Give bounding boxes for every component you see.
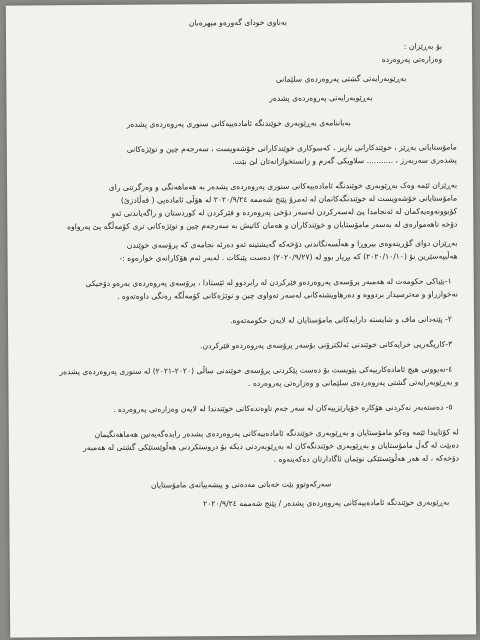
closing-line-1: لە کۆتاییدا ئێمە وەکو مامۆستایان و بەڕێوبەرى خوێندنگە ئامادەییەکانى پەروەردەى پشدەر رایدەگەیەنین هەماهەنگیمان: [94, 427, 459, 440]
demand-line-1: بەڕێزان دواى گۆڕینەوەى بیروڕا و هەڵسەنگاندنى دۆخەکە گەیشتینە ئەو دەرئە نجامەى کە پرۆسەى خوێندن: [126, 238, 458, 250]
point-1-line-1: ١-بێباکى حکومەت لە هەمبەر پرۆسەى پەروەردەو فێرکردن لە رابردوو لە ئێستادا ، پرۆسەى پەروەردەى بەرەو دۆخیکی: [85, 276, 452, 289]
greeting-line-2: پشدەرى سەربەرز ، ........... سلاویکى گەرم و زانستخوازانەتان لێ بێت.: [232, 155, 457, 167]
demand-line-2: هەڵبپەسێرین بۆ (٢٠٢٠/١٠/١٠) کە بڕیار بوو لە (٢٠٢٠/٩/٢٧) دەست پێبکات . لەبەر ئەم هۆکارانەی خوارەوە :-: [119, 251, 458, 263]
closing-salute: سەرکەوتوو بێت خەباتى مەدەنى و پیشەییانەى مامۆستایان: [151, 479, 332, 490]
statement-title: بەیاننامەى بەڕێوبەرى خوێندنگە ئامادەییەکانى سنورى پەروەردەى پشدەر: [126, 118, 351, 129]
closing-line-2: دەبێت لە گەڵ مامۆستایان و بەڕێوبەرى خوێندنگەکان لە بەڕێوبەردنى دیکە بۆ دروستکردنى هەڵوێستێکى گشتى لە هەمبەر: [83, 440, 459, 453]
point-2: ٢- پێنەدانى ماف و شایستە دارایەکانى مامۆستایان لە لایەن حکومەتەوە.: [230, 314, 453, 326]
point-1-line-2: نەخوازراو و مەترسیدار بردووە و دەرهاویشتەکانى لەسەر تەواوى چین و توێژەکانى کۆمەڵگە رەنگى داوەتەوە .: [117, 289, 458, 301]
document-page: [6, 2, 476, 637]
greeting-line-1: مامۆستایانى بەڕێز ، خوێندکارانى نازیز ، کەسوکارى خوێندکارانى خۆشەویست ، سەرجەم چین و توێژەکانى: [126, 142, 457, 154]
point-5: ٥- دەستەبەر نەکردنى هۆکارە خۆپارێزییەکان لە سەر جەم ناوەندەکانى خوێندندا لە لایەن وەزارەتى پەروەردە .: [113, 402, 453, 414]
point-4-line-1: ٤-نەبوونى هیچ ئامادەکارییەکى پێویست بۆ دەست پێکردنى پرۆسەى خوێندنى ساڵى (٢٠٢٠-٢٠٢١) لە سنورى پەروەردەى پشدەر: [59, 364, 453, 377]
point-4-line-2: و بەڕێوبەرایەتى گشتى پەروەردەى سلێمانى و وەزارەتى پەروەردە .: [248, 377, 459, 388]
recipient-line-1: بۆ بەڕێزان :: [403, 41, 443, 51]
intro-line-2: مامۆستایانى خۆشەویست لە خوێندنگەکانمان لە ئەمرۆ پێنج شەممە ٢٠٢٠/٩/٢٤ لە هۆڵى ئامادەیى ( قەڵادزێ): [120, 193, 458, 205]
recipient-line-2: وەزارەتى پەروەردە: [381, 54, 443, 65]
basmala-heading: بەناوی خوداى گەورەو میهرەبان: [188, 17, 288, 28]
intro-line-3: کۆبوونەوەیەکمان لە ئەنجامدا پێ لەسەرکردن لەسەر دۆخى پەروەردە و فێرکردن لە کوردستان و راگەیاندنى ئەو: [111, 206, 458, 218]
intro-line-1: بەڕێزان ئێمە وەک بەڕێوبەرى خوێندنگە ئامادەییەکانى سنورى پەروەردەى پشدەر بە هەماهەنگى و وەرگرتنى راى: [108, 180, 458, 192]
point-3: ٣-کاریگەریى خراپەکانى خوێندنى ئەلکترۆنى بۆسەر پرۆسەى پەروەردەو فێرکردن.: [200, 339, 453, 351]
recipient-line-3: بەڕێوبەرایەتى گشتى پەروەردەى سلێمانى: [275, 73, 407, 84]
intro-line-4: دۆخە ناهەموارەى لە بەسەر مامۆستایان و خوێندکاران و هەمان کاتیش بە سەرجەم چین و توێژەکانى ترى کۆمەڵگە پێ پەرواوە: [67, 219, 458, 232]
signature-line: بەڕێوبەرى خوێندنگە ئامادەییەکانى پەروەردەى پشدەر / پێنج شەممە ٢٠٢٠/٩/٢٤: [203, 497, 450, 509]
letter-body: [20, 14, 460, 627]
closing-line-3: دۆخەکە ، لە هەر هەڵوێستێکى نوێمان ئاگادارتان دەکەینەوە .: [273, 453, 459, 464]
recipient-line-4: بەڕێوبەرایەتى پەروەردەى پشدەر: [269, 93, 373, 103]
